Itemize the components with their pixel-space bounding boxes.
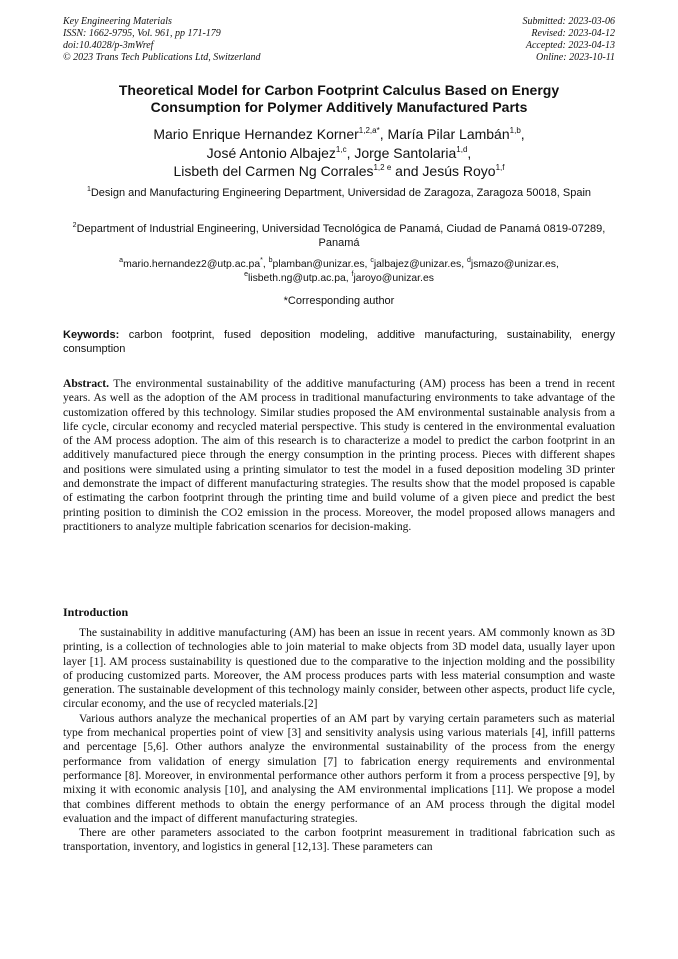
journal-info (63, 16, 261, 64)
journal-name: Key Engineering Materials (63, 16, 172, 27)
keywords-text: carbon footprint, fused deposition modeling, additive manufacturing, sustainability, energy consumption (63, 329, 615, 355)
author-affil-sup: 1,f (495, 163, 505, 172)
corresponding-author-note: *Corresponding author (283, 295, 395, 307)
journal-copyright: © 2023 Trans Tech Publications Ltd, Switzerland (63, 52, 261, 63)
affiliation-1 (63, 186, 615, 200)
submission-dates (523, 16, 616, 64)
author-affil-sup: 1,d (456, 144, 468, 154)
email-sup: e (244, 271, 248, 278)
author-affil-sup: 1,b (509, 126, 521, 135)
email-address[interactable]: jalbajez@unizar.es (373, 259, 462, 270)
section-heading-introduction: Introduction (63, 605, 129, 619)
author-conjunction: and (395, 163, 419, 179)
author-line-1: Mario Enrique Hernandez Korner$^{1,2,a*}$, María Pilar Lambán$^{1,b}$, (153, 126, 525, 142)
keywords-label: Keywords: (63, 329, 120, 341)
author-affil-sup: 1,2,a* (358, 126, 380, 135)
affiliation-sup: 2 (72, 222, 77, 229)
email-address[interactable]: plamban@unizar.es (272, 259, 365, 270)
abstract-text: The environmental sustainability of the additive manufacturing (AM) process has been a trend in recent years. As well as the adoption of the AM process in traditional manufacturing environments to take advantage of the customization offered by this technology. Similar studies proposed the AM environmental sustainable analysis from a life cycle, circular economy and recycled material perspective. This study is centered in the environmental evaluation of the AM process adoption. The aim of this research is to characterize a model to predict the carbon footprint in an additively manufactured piece through the energy consumption in the printing process. Pieces with different shapes and positions were simulated using a printing simulator to test the model in a fused deposition modeling 3D printer and demonstrate the impact of different manufacturing strategies. The results show that the model proposed is capable of estimating the carbon footprint through the printing time and build volume of a given piece and predict the best printing position to diminish the CO2 emission in the process. Moreover, the model proposed allows managers and practitioners to analyze multiple fabrication scenarios for decision-making. (63, 377, 615, 533)
journal-doi: doi:10.4028/p-3mWref (63, 40, 154, 51)
email-sup: c (370, 257, 374, 264)
paragraph: Various authors analyze the mechanical properties of an AM part by varying certain parameters such as material type from mechanical properties point of view [3] and sensitivity analysis using various materials [4], infill patterns and percentage [5,6]. Other authors analyze the environmental sustainability of the process from the energy performance from validation of energy simulation [7] to fabrication energy requirements and environmental performance [8]. Moreover, in environmental performance other authors perform it from a process perspective [9], by mixing it with economic analysis [10], and analysing the AM environmental implications [11]. We propose a model that combines different methods to obtain the energy performance of an AM process through the digital model evaluation and the impact of different manufacturing strategies. (63, 711, 615, 825)
paragraph: The sustainability in additive manufacturing (AM) has been an issue in recent years. AM commonly known as 3D printing, is a collection of technologies able to join material to make objects from 3D model data, usually layer upon layer [1]. AM process sustainability is questioned due to the comparative to the injection molding and the possibility of producing customized parts. Moreover, the AM process produces parts with less material consumption and waste generation. The sustainable development of this technology mainly consider, between other aspects, product life cycle, circular economy, and the use of recycled materials.[2] (63, 626, 615, 711)
email-address[interactable]: jsmazo@unizar.es (470, 259, 556, 270)
author-affil-sup: 1,c (335, 144, 347, 154)
author-name: Jorge Santolaria (354, 144, 457, 161)
email-sup: b (268, 257, 273, 264)
author-line-2: José Antonio Albajez$^{1,c}$, Jorge Santolaria$^{1,d}$, (206, 144, 472, 161)
email-sup: d (466, 257, 471, 264)
email-address[interactable]: mario.hernandez2@utp.ac.pa (123, 259, 261, 270)
date-revised: Revised: 2023-04-12 (531, 28, 615, 39)
affiliation-text: Department of Industrial Engineering, Universidad Tecnológica de Panamá, Ciudad de Panamá 0819-07289, Panamá (76, 223, 606, 249)
title-line-2: Consumption for Polymer Additively Manufactured Parts (150, 99, 528, 115)
email-line-1: $^a$mario.hernandez2@utp.ac.pa*, $^b$plamban@unizar.es, $^c$jalbajez@unizar.es, $^d$jsmazo@unizar.es, (119, 257, 559, 270)
email-sup: * (260, 257, 263, 264)
abstract-section (63, 377, 615, 534)
author-list (63, 125, 615, 181)
title-line-1: Theoretical Model for Carbon Footprint Calculus Based on Energy (118, 82, 560, 98)
date-accepted: Accepted: 2023-04-13 (525, 40, 615, 51)
email-list (63, 258, 615, 286)
author-name: María Pilar Lambán (387, 126, 510, 142)
introduction-section (63, 626, 615, 855)
author-name: José Antonio Albajez (206, 144, 336, 161)
author-line-3 (63, 162, 615, 181)
keywords-section (63, 328, 615, 356)
affiliation-text: Design and Manufacturing Engineering Department, Universidad de Zaragoza, Zaragoza 50018, Spain (90, 187, 592, 199)
affiliation-sup: 1 (86, 186, 91, 193)
abstract-label: Abstract. (63, 377, 110, 390)
journal-issn: ISSN: 1662-9795, Vol. 961, pp 171-179 (63, 28, 221, 39)
email-line-2: $^e$lisbeth.ng@utp.ac.pa, $^f$jaroyo@unizar.es (244, 271, 434, 284)
date-online: Online: 2023-10-11 (536, 52, 615, 63)
email-address[interactable]: lisbeth.ng@utp.ac.pa (247, 273, 346, 284)
paragraph: There are other parameters associated to the carbon footprint measurement in traditional fabrication such as transportation, inventory, and logistics in general [12,13]. These parameters can (63, 826, 615, 854)
author-name: Jesús Royo (422, 163, 496, 179)
author-name: Mario Enrique Hernandez Korner (153, 126, 359, 142)
email-address[interactable]: jaroyo@unizar.es (353, 273, 434, 284)
email-sup: a (119, 257, 124, 264)
affiliation-2 (63, 222, 615, 250)
author-name: Lisbeth del Carmen Ng Corrales (173, 163, 374, 179)
paper-title (63, 82, 615, 116)
email-sup: f (351, 271, 354, 278)
date-submitted: Submitted: 2023-03-06 (522, 16, 615, 27)
author-affil-sup: 1,2 e (373, 163, 392, 172)
